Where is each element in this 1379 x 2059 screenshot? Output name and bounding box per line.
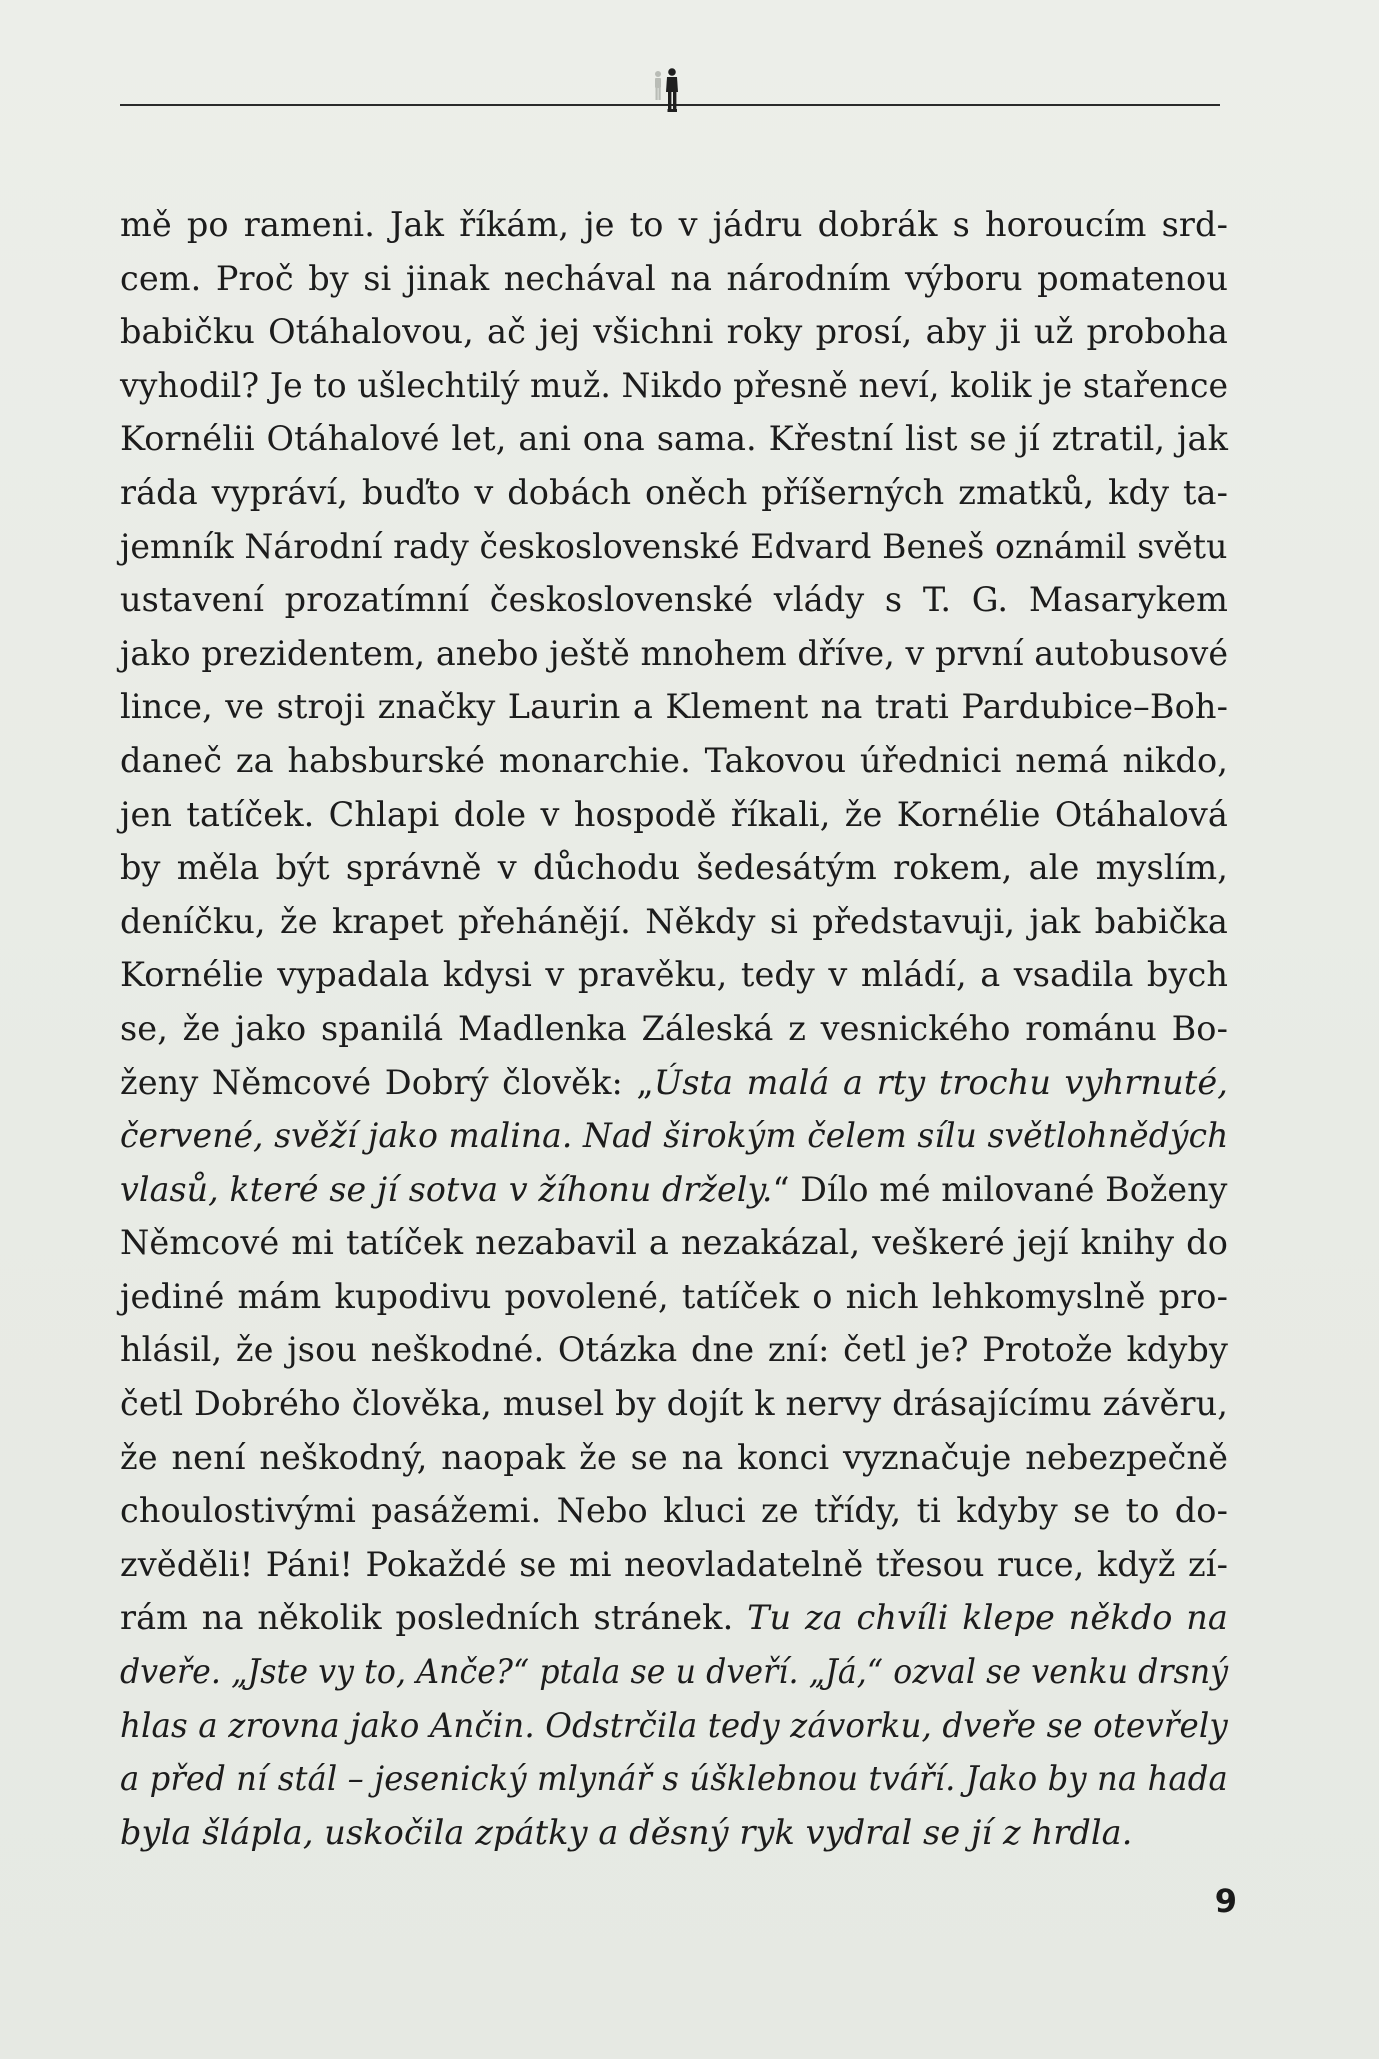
text-line	[120, 1484, 1228, 1538]
text-segment: babičku Otáhalovou, ač jej všichni roky prosí, aby ji už proboha	[120, 312, 1228, 352]
italic-text-segment: Tu za chvíli klepe někdo na	[747, 1598, 1228, 1638]
text-segment: jako prezidentem, anebo ještě mnohem dříve, v první autobusové	[120, 633, 1229, 673]
text-line	[120, 1645, 1229, 1699]
italic-text-segment: Ústa malá a rty trochu vyhrnuté,	[653, 1062, 1228, 1102]
text-segment: Kornélii Otáhalové let, ani ona sama. Křestní list se jí ztratil, jak	[120, 419, 1228, 459]
text-segment: rám na několik posledních stránek.	[120, 1598, 748, 1638]
italic-text-segment: vlasů, které se jí sotva v žíhonu držely.	[120, 1169, 773, 1209]
text-segment: cem. Proč by si jinak nechával na národním výboru pomatenou	[120, 258, 1228, 298]
text-segment: četl Dobrého člověka, musel by dojít k nervy drásajícímu závěru,	[120, 1384, 1228, 1424]
text-segment: by měla být správně v důchodu šedesátým rokem, ale myslím,	[120, 848, 1228, 888]
text-line	[120, 1431, 1228, 1485]
text-segment: mě po rameni. Jak říkám, je to v jádru dobrák s horoucím srd-	[120, 205, 1228, 244]
text-line	[120, 788, 1228, 842]
text-line	[120, 1377, 1228, 1431]
text-segment: jen tatíček. Chlapi dole v hospodě říkali, že Kornélie Otáhalová	[120, 794, 1228, 834]
text-line	[120, 1163, 1228, 1217]
text-line	[120, 305, 1228, 359]
text-line	[120, 412, 1228, 466]
body-text	[120, 198, 1228, 1859]
text-segment: lince, ve stroji značky Laurin a Klement na trati Pardubice–Boh-	[120, 687, 1228, 727]
italic-text-segment: červené, svěží jako malina. Nad širokým čelem sílu světlohnědých	[120, 1116, 1229, 1156]
text-line	[120, 573, 1228, 627]
text-line	[120, 1752, 1228, 1806]
text-line	[120, 841, 1228, 895]
text-segment: Kornélie vypadala kdysi v pravěku, tedy v mládí, a vsadila bych	[120, 955, 1228, 995]
text-segment: ustavení prozatímní československé vlády s T. G. Masarykem	[120, 580, 1228, 620]
text-segment: ženy Němcové Dobrý člověk: „	[120, 1062, 654, 1102]
text-segment: choulostivými pasážemi. Nebo kluci ze třídy, ti kdyby se to do-	[120, 1491, 1228, 1531]
text-line	[120, 734, 1228, 788]
text-line	[120, 1699, 1228, 1753]
text-line	[120, 1109, 1229, 1163]
text-line	[120, 1806, 1228, 1860]
italic-text-segment: byla šlápla, uskočila zpátky a děsný ryk vydral se jí z hrdla.	[120, 1812, 1133, 1852]
text-line	[120, 895, 1228, 949]
text-line	[120, 1002, 1228, 1056]
text-line	[120, 1538, 1228, 1592]
text-line	[120, 680, 1228, 734]
text-line	[120, 1270, 1228, 1324]
text-segment: zvěděli! Páni! Pokaždé se mi neovladatelně třesou ruce, když zí-	[120, 1544, 1228, 1584]
text-segment: Němcové mi tatíček nezabavil a nezakázal, veškeré její knihy do	[120, 1223, 1228, 1263]
text-segment: jediné mám kupodivu povolené, tatíček o nich lehkomyslně pro-	[120, 1276, 1228, 1316]
text-segment: že není neškodný, naopak že se na konci vyznačuje nebezpečně	[120, 1437, 1228, 1477]
text-segment: “ Dílo mé milované Boženy	[772, 1169, 1228, 1209]
text-line	[120, 359, 1229, 413]
text-segment: deníčku, že krapet přehánějí. Někdy si představuji, jak babička	[120, 901, 1228, 941]
text-line	[120, 627, 1229, 681]
text-segment: daneč za habsburské monarchie. Takovou úřednici nemá nikdo,	[120, 740, 1228, 780]
text-line	[120, 1056, 1228, 1110]
text-line	[120, 1323, 1228, 1377]
page-number: 9	[1214, 1882, 1237, 1920]
text-segment: jemník Národní rady československé Edvard Beneš oznámil světu	[120, 526, 1228, 566]
text-line	[120, 252, 1228, 306]
italic-text-segment: a před ní stál – jesenický mlynář s úšklebnou tváří. Jako by na hada	[120, 1759, 1228, 1799]
text-segment: ráda vypráví, buďto v dobách oněch příšerných zmatků, kdy ta-	[120, 472, 1228, 512]
text-segment: hlásil, že jsou neškodné. Otázka dne zní: četl je? Protože kdyby	[120, 1330, 1228, 1370]
text-segment: vyhodil? Je to ušlechtilý muž. Nikdo přesně neví, kolik je stařence	[120, 365, 1229, 405]
text-line	[120, 1591, 1228, 1645]
text-line	[120, 466, 1228, 520]
italic-text-segment: hlas a zrovna jako Ančin. Odstrčila tedy závorku, dveře se otevřely	[120, 1705, 1228, 1745]
text-line	[120, 198, 1228, 252]
text-line	[120, 520, 1228, 574]
text-line	[120, 1216, 1228, 1270]
italic-text-segment: dveře. „Jste vy to, Anče?“ ptala se u dveří. „Já,“ ozval se venku drsný	[120, 1652, 1229, 1692]
text-line	[120, 948, 1228, 1002]
figure-ornament-icon	[646, 66, 690, 118]
text-segment: se, že jako spanilá Madlenka Záleská z vesnického románu Bo-	[120, 1008, 1228, 1048]
